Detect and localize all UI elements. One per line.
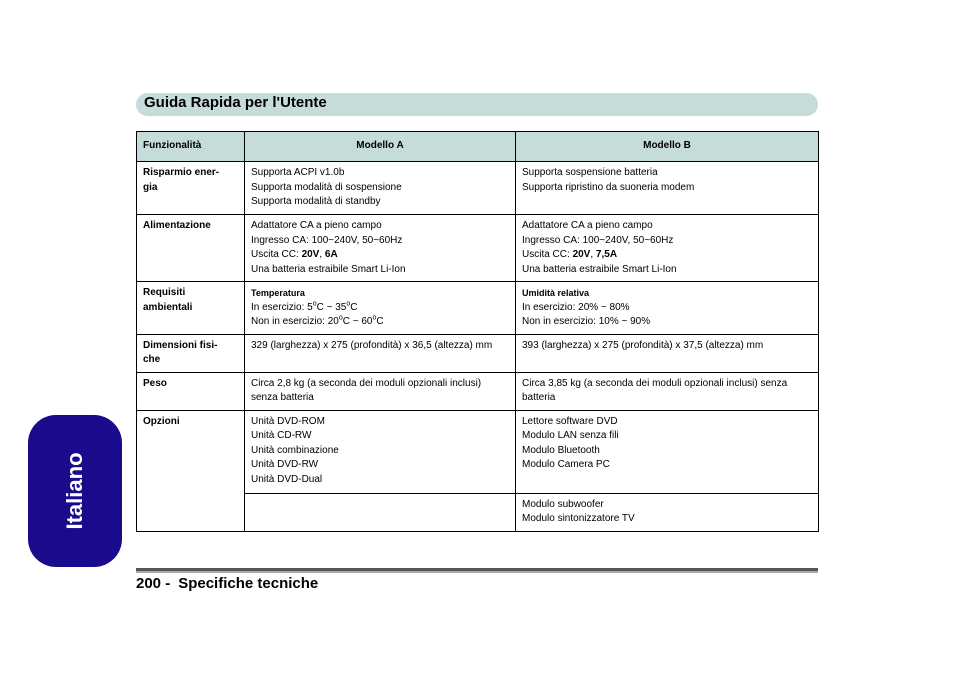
cell-line: 329 (larghezza) x 275 (profondità) x 36,5 (altezza) mm [251, 339, 493, 351]
cell-text: , [319, 249, 325, 260]
cell-line: Modulo sintonizzatore TV [522, 513, 635, 524]
degree-sign: o [312, 300, 317, 308]
section-title: Specifiche tecniche [178, 575, 319, 592]
row-label-line: ambientali [143, 301, 193, 313]
cell-text: C [376, 316, 384, 327]
cell-text: C [350, 301, 358, 313]
cell-line: Circa 2,8 kg (a seconda dei moduli opzionali inclusi) [251, 377, 482, 389]
cell-line [251, 301, 509, 316]
row-label-line: Requisiti [143, 287, 186, 298]
cell-line: Unità CD-RW [251, 430, 312, 441]
cell-opzioni-a [245, 410, 516, 493]
page-footer [136, 575, 326, 592]
row-label-peso: Peso [137, 372, 245, 410]
cell-text: Non in esercizio: 20 [251, 316, 339, 327]
cell-text: C ~ 35 [316, 301, 347, 313]
cell-line: Adattatore CA a pieno campo [251, 220, 382, 231]
cell-alimentazione-a [245, 215, 516, 282]
cell-opzioni-b-extra [516, 493, 819, 531]
row-label-line: gia [143, 181, 158, 193]
cell-alimentazione-b [516, 215, 819, 282]
col-header-model-a: Modello A [245, 132, 516, 162]
row-label-alimentazione: Alimentazione [137, 215, 245, 282]
cell-line: 393 (larghezza) x 275 (profondità) x 37,5 (altezza) mm [522, 339, 764, 351]
row-label-line: Dimensioni fisi- [143, 339, 218, 351]
cell-line: Circa 3,85 kg (a seconda dei moduli opzionali inclusi) senza [522, 377, 788, 389]
row-label-risparmio [137, 162, 245, 215]
cell-line: Ingresso CA: 100~240V, 50~60Hz [522, 234, 674, 246]
cell-line: senza batteria [251, 392, 314, 403]
cell-line: batteria [522, 392, 556, 403]
row-label-requisiti [137, 282, 245, 335]
cell-text: Uscita CC: [251, 249, 302, 260]
ampere-value: 6A [324, 249, 338, 260]
page-header-title: Guida Rapida per l'Utente [144, 94, 327, 111]
degree-sign: o [346, 300, 351, 308]
cell-peso-a [245, 372, 516, 410]
language-tab-label: Italiano [62, 452, 87, 530]
cell-line: Modulo Camera PC [522, 459, 610, 470]
cell-line: Unità DVD-ROM [251, 415, 325, 427]
cell-opzioni-b [516, 410, 819, 493]
row-label-opzioni: Opzioni [137, 410, 245, 531]
voltage-value: 20V [572, 249, 591, 260]
cell-requisiti-a [245, 282, 516, 335]
cell-line: Supporta modalità di standby [251, 196, 381, 207]
row-label-dimensioni [137, 334, 245, 372]
cell-risparmio-a [245, 162, 516, 215]
cell-opzioni-a-empty [245, 493, 516, 531]
cell-line [522, 248, 812, 263]
page-number: 200 - [136, 575, 171, 592]
cell-line: Supporta sospensione batteria [522, 167, 658, 178]
row-peso [137, 372, 819, 410]
cell-line: Unità DVD-Dual [251, 473, 323, 485]
cell-line: Non in esercizio: 10% ~ 90% [522, 316, 651, 327]
cell-peso-b [516, 372, 819, 410]
cell-dimensioni-b [516, 334, 819, 372]
table-header-row [137, 132, 819, 162]
header-bar [136, 93, 818, 116]
cell-risparmio-b [516, 162, 819, 215]
cell-line: Modulo Bluetooth [522, 444, 600, 456]
col-header-feature: Funzionalità [137, 132, 245, 162]
col-header-model-b: Modello B [516, 132, 819, 162]
cell-line: Supporta ACPI v1.0b [251, 167, 345, 178]
row-dimensioni [137, 334, 819, 372]
cell-line [251, 315, 509, 330]
cell-line: Lettore software DVD [522, 415, 618, 427]
ampere-value: 7,5A [595, 249, 618, 260]
cell-line: Una batteria estraibile Smart Li-Ion [522, 263, 677, 275]
degree-sign: o [338, 314, 343, 322]
cell-line: Ingresso CA: 100~240V, 50~60Hz [251, 234, 403, 246]
row-label-line: che [143, 354, 161, 365]
cell-line: Supporta modalità di sospensione [251, 181, 402, 193]
row-risparmio [137, 162, 819, 215]
cell-line: Unità DVD-RW [251, 459, 319, 470]
cell-subhead: Umidità relativa [522, 288, 590, 298]
cell-line: Modulo LAN senza fili [522, 430, 619, 441]
cell-subhead: Temperatura [251, 288, 305, 298]
cell-text: Uscita CC: [522, 249, 573, 260]
footer-rule-shadow [136, 571, 818, 573]
voltage-value: 20V [301, 249, 320, 260]
row-requisiti [137, 282, 819, 335]
cell-line: Supporta ripristino da suoneria modem [522, 181, 695, 193]
language-side-tab [28, 415, 122, 567]
cell-line: In esercizio: 20% ~ 80% [522, 301, 630, 313]
cell-line: Una batteria estraibile Smart Li-Ion [251, 263, 406, 275]
cell-text: C ~ 60 [342, 316, 373, 327]
cell-text: , [590, 249, 596, 260]
cell-requisiti-b [516, 282, 819, 335]
cell-line: Unità combinazione [251, 444, 339, 456]
cell-line: Modulo subwoofer [522, 498, 604, 510]
row-opzioni [137, 410, 819, 493]
cell-text: In esercizio: 5 [251, 301, 313, 313]
row-alimentazione [137, 215, 819, 282]
cell-line: Adattatore CA a pieno campo [522, 220, 653, 231]
spec-table [136, 131, 819, 532]
degree-sign: o [372, 314, 377, 322]
row-label-line: Risparmio ener- [143, 167, 220, 178]
cell-dimensioni-a [245, 334, 516, 372]
cell-line [251, 248, 509, 263]
